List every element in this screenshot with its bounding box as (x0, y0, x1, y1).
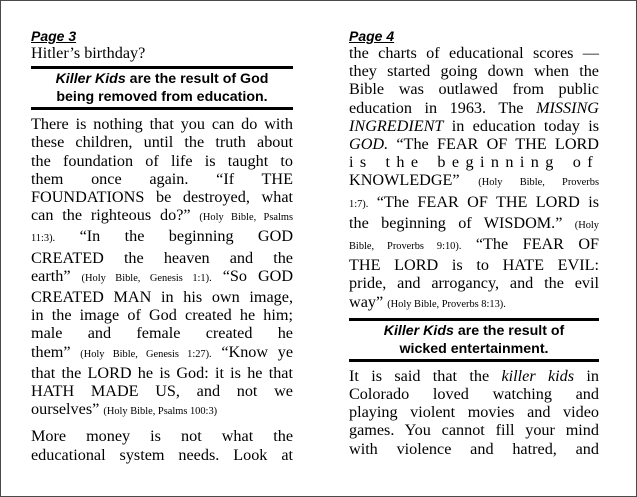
banner-text: being removed from education. (56, 89, 268, 106)
text-span: education in 1963. The (349, 98, 524, 117)
paragraph (349, 44, 599, 314)
text-line: FOUNDATIONS be destroyed, what (31, 188, 293, 207)
text-span: “The FEAR OF (475, 235, 600, 254)
scripture-reference: (Holy Bible, Proverbs 8:13). (387, 298, 506, 310)
text-line (349, 117, 599, 135)
scripture-reference: (Holy Bible, Proverbs (478, 177, 599, 189)
banner-text: are the result of (453, 322, 565, 339)
text-line: There is nothing that you can do with (31, 115, 293, 134)
text-line: CREATED MAN in his own image, (31, 288, 293, 307)
text-span: way” (349, 292, 384, 311)
text-line: is the beginning of (349, 153, 599, 172)
text-span: can the righteous do?” (31, 206, 191, 225)
paragraph (349, 367, 599, 458)
text-span: them” (31, 342, 71, 361)
text-line: CREATED the heaven and the (31, 248, 293, 267)
text-line: Hitler’s birthday? (31, 44, 146, 62)
text-span: the beginning of WISDOM.” (349, 213, 563, 232)
emphasis-text: GOD. (349, 135, 389, 154)
text-line: HATH MADE US, and not we (31, 382, 293, 401)
text-span: earth” (31, 266, 71, 285)
text-line: in the image of God created he him; (31, 306, 293, 325)
text-line (31, 343, 293, 364)
text-line (349, 214, 599, 235)
text-line (349, 171, 599, 192)
text-line (31, 267, 293, 288)
text-line (349, 367, 599, 385)
text-span: ourselves” (31, 400, 100, 419)
text-line (31, 206, 293, 227)
emphasis-text: INGREDIENT (349, 116, 444, 135)
text-line: pride, and arrogancy, and the evil (349, 274, 599, 293)
text-span: in (586, 366, 600, 385)
scripture-reference: Bible, Proverbs 9:10). (349, 241, 462, 253)
text-line (349, 135, 599, 153)
text-line: Colorado loved watching and (349, 385, 599, 404)
text-line: they started going down when the (349, 62, 599, 81)
paragraph (31, 115, 293, 421)
scripture-reference: (Holy (574, 219, 599, 231)
text-line: educational system needs. Look at (31, 445, 293, 464)
text-line (349, 293, 599, 314)
text-span: in education today is (451, 116, 599, 135)
text-line: THE LORD is to HATE EVIL: (349, 256, 599, 275)
page-4-column (349, 28, 599, 458)
text-span: “The FEAR OF THE LORD is (376, 192, 599, 211)
text-line: the foundation of life is taught to (31, 151, 293, 170)
text-span: “So GOD (222, 266, 294, 285)
text-line: male and female created he (31, 324, 293, 343)
text-line: Bible was outlawed from public (349, 80, 599, 99)
text-line (31, 400, 293, 421)
emphasis-text: killer kids (501, 366, 575, 385)
text-line: the charts of educational scores — (349, 44, 599, 62)
scripture-reference: 1:7). (349, 198, 369, 210)
section-banner (349, 318, 599, 362)
page-number-label: Page 4 (349, 28, 395, 44)
scripture-reference: (Holy Bible, Psalms 100:3) (103, 406, 218, 418)
scripture-reference: 11:3). (31, 233, 56, 245)
banner-emphasis: Killer Kids (383, 322, 454, 339)
text-line (31, 227, 293, 248)
banner-text: wicked entertainment. (399, 340, 549, 357)
text-span: “In the beginning GOD (79, 227, 294, 246)
text-line: them once again. “If THE (31, 169, 293, 188)
scripture-reference: (Holy Bible, Genesis 1:1). (81, 272, 212, 284)
page-3-column (31, 28, 293, 464)
paragraph (31, 427, 293, 463)
banner-emphasis: Killer Kids (55, 71, 126, 88)
text-line: games. You cannot fill your mind (349, 421, 599, 440)
text-line (349, 235, 599, 256)
emphasis-text: MISSING (536, 98, 600, 117)
section-banner (31, 66, 293, 110)
text-span: “Know ye (221, 342, 294, 361)
text-line: with violence and hatred, and (349, 439, 599, 458)
text-line (349, 99, 599, 117)
text-line: More money is not what the (31, 427, 293, 446)
page-number-label: Page 3 (31, 28, 77, 44)
text-line: these children, until the truth about (31, 133, 293, 152)
text-line (349, 193, 599, 214)
scripture-reference: (Holy Bible, Psalms (199, 212, 294, 224)
text-span: KNOWLEDGE” (349, 171, 460, 190)
text-span: It is said that the (349, 366, 490, 385)
banner-text: are the result of God (125, 71, 269, 88)
text-span: “The FEAR OF THE LORD (396, 135, 599, 154)
text-line: playing violent movies and video (349, 403, 599, 422)
text-line: that the LORD he is God: it is he that (31, 363, 293, 382)
scripture-reference: (Holy Bible, Genesis 1:27). (80, 348, 212, 360)
